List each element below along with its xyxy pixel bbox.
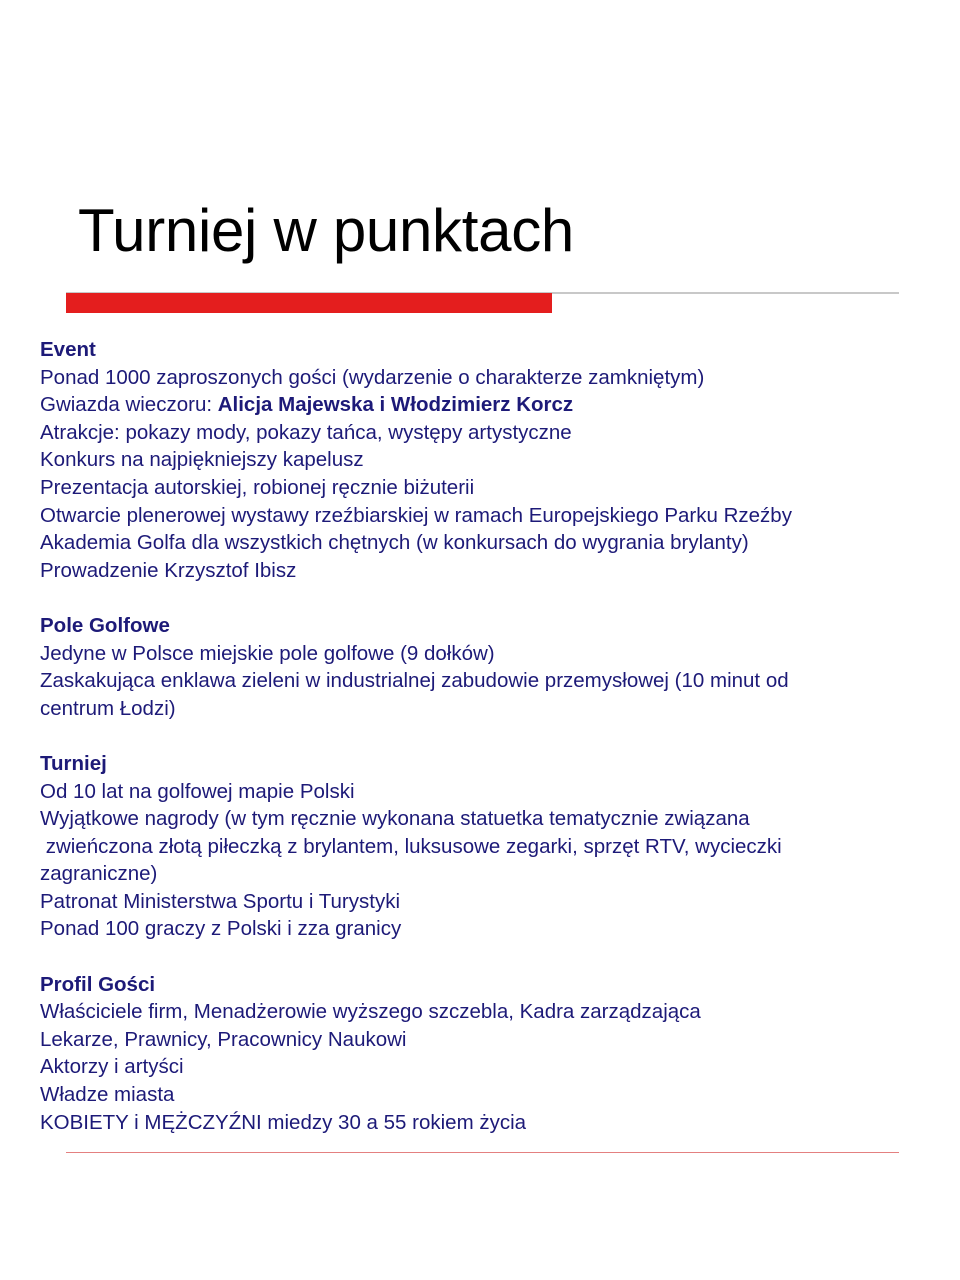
section-golf-course: [40, 612, 920, 722]
section-tournament: [40, 750, 920, 943]
golf-course-unique: Jedyne w Polsce miejskie pole golfowe (9 dołków): [40, 641, 495, 665]
tournament-patronage: Patronat Ministerstwa Sportu i Turystyki: [40, 889, 401, 913]
tournament-prizes-line1: Wyjątkowe nagrody (w tym ręcznie wykonana statuetka tematycznie związana: [40, 807, 750, 831]
guests-business: Właściciele firm, Menadżerowie wyższego szczebla, Kadra zarządzająca: [40, 1000, 701, 1024]
slide-title: Turniej w punktach: [78, 197, 574, 264]
tournament-history: Od 10 lat na golfowej mapie Polski: [40, 779, 355, 803]
section-heading-tournament: Turniej: [40, 751, 107, 775]
title-underline-red-bar: [66, 293, 552, 313]
event-jewelry: Prezentacja autorskiej, robionej ręcznie biżuterii: [40, 475, 475, 499]
tournament-players: Ponad 100 graczy z Polski i zza granicy: [40, 917, 402, 941]
guests-demographic: KOBIETY i MĘŻCZYŹNI miedzy 30 a 55 rokiem życia: [40, 1110, 527, 1134]
guests-artists: Aktorzy i artyści: [40, 1055, 184, 1079]
event-attractions: Atrakcje: pokazy mody, pokazy tańca, występy artystyczne: [40, 420, 572, 444]
event-golf-academy: Akademia Golfa dla wszystkich chętnych (w konkursach do wygrania brylanty): [40, 531, 749, 555]
guests-professionals: Lekarze, Prawnicy, Pracownicy Naukowi: [40, 1027, 407, 1051]
event-host: Prowadzenie Krzysztof Ibisz: [40, 558, 297, 582]
event-star-names: Alicja Majewska i Włodzimierz Korcz: [217, 393, 574, 417]
section-heading-golf-course: Pole Golfowe: [40, 613, 170, 637]
slide-content: [40, 336, 920, 1164]
event-star-label: Gwiazda wieczoru:: [40, 393, 218, 417]
section-heading-event: Event: [40, 338, 96, 361]
tournament-prizes-line3: zagraniczne): [40, 862, 158, 886]
event-guest-count: Ponad 1000 zaproszonych gości (wydarzenie o charakterze zamkniętym): [40, 365, 705, 389]
event-hat-contest: Konkurs na najpiękniejszy kapelusz: [40, 448, 364, 472]
section-heading-guests: Profil Gości: [40, 972, 156, 996]
section-guests: [40, 971, 920, 1137]
guests-city-authorities: Władze miasta: [40, 1083, 175, 1107]
event-sculpture-exhibition: Otwarcie plenerowej wystawy rzeźbiarskiej w ramach Europejskiego Parku Rzeźby: [40, 503, 792, 527]
event-star-line: [40, 391, 920, 419]
section-event: [40, 336, 920, 584]
golf-course-enclave-line2: centrum Łodzi): [40, 696, 176, 720]
bottom-divider: [66, 1152, 899, 1153]
tournament-prizes-line2: zwieńczona złotą piłeczką z brylantem, luksusowe zegarki, sprzęt RTV, wycieczki: [40, 834, 782, 858]
golf-course-enclave-line1: Zaskakująca enklawa zieleni w industrialnej zabudowie przemysłowej (10 minut od: [40, 669, 789, 693]
